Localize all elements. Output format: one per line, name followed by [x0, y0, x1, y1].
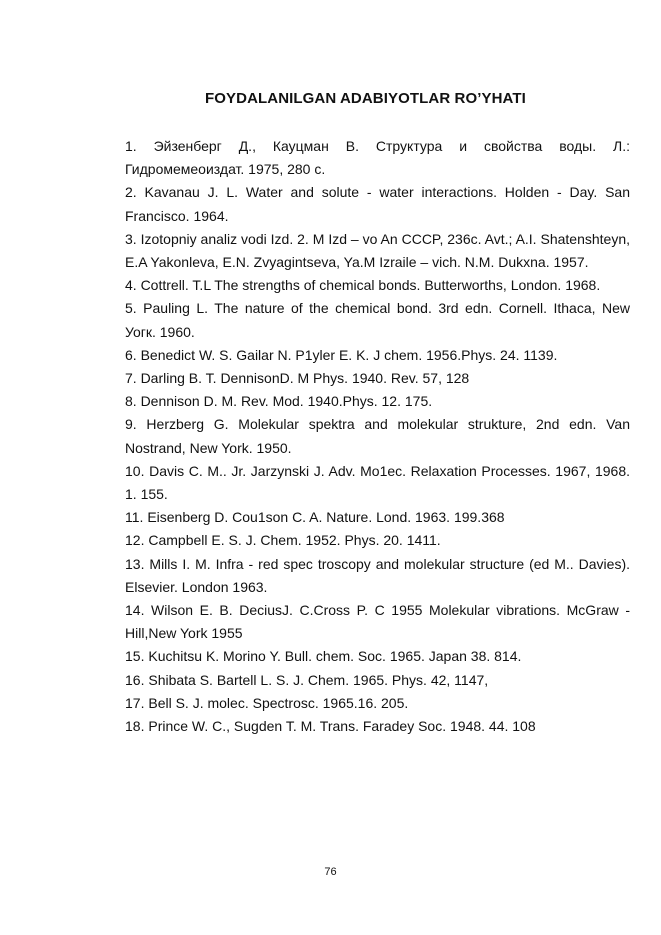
reference-item: 13. Mills I. M. Infra - red spec troscopy and molekular structure (ed M.. Davies). Elsevier. London 1963. — [125, 555, 630, 595]
reference-item: 3. Izotopniy analiz vodi Izd. 2. M Izd – vo An CCCP, 236c. Avt.; A.I. Shatenshteyn, E.A Yakonleva, E.N. Zvyagintseva, Ya.M Izraile – vich. N.M. Dukxna. 1957. — [125, 230, 630, 271]
reference-item: 7. Darling B. T. DennisonD. M Phys. 1940. Rev. 57, 128 — [125, 370, 470, 387]
reference-item: 17. Bell S. J. molec. Spectrosc. 1965.16. 205. — [125, 694, 409, 711]
reference-item: 14. Wilson E. B. DeciusJ. C.Cross P. C 1955 Molekular vibrations. McGraw - Hill,New York 1955 — [125, 602, 630, 642]
reference-list — [125, 135, 630, 738]
reference-item: 11. Eisenberg D. Cou1son C. A. Nature. Lond. 1963. 199.368 — [125, 509, 505, 526]
reference-item: 16. Shibata S. Bartell L. S. J. Chem. 1965. Phys. 42, 1147, — [125, 671, 489, 688]
reference-item: 12. Campbell E. S. J. Chem. 1952. Phys. 20. 1411. — [125, 532, 441, 549]
reference-item: 5. Pauling L. The nature of the chemical bond. 3rd edn. Cornell. Ithaca, New Уогк. 1960. — [125, 300, 630, 340]
reference-item: 15. Kuchitsu K. Morino Y. Bull. chem. Soc. 1965. Japan 38. 814. — [125, 648, 522, 665]
page-number: 76 — [324, 866, 337, 878]
reference-item: 6. Benedict W. S. Gailar N. P1yler E. K. J chem. 1956.Phys. 24. 1139. — [125, 346, 558, 363]
reference-item: 2. Kavanau J. L. Water and solute - water interactions. Holden - Day. San Francisco. 1964. — [125, 184, 630, 224]
reference-item: 4. Cottrell. T.L The strengths of chemical bonds. Butterworths, London. 1968. — [125, 277, 601, 294]
reference-item: 1. Эйзенберг Д., Кауцман В. Структура и свойства воды. Л.: Гидромемеоиздат. 1975, 280 c. — [125, 138, 630, 178]
reference-item: 8. Dennison D. M. Rev. Mod. 1940.Phys. 12. 175. — [125, 393, 433, 410]
page-title: FOYDALANILGAN ADABIYOTLAR RO’YHATI — [205, 90, 526, 107]
reference-item: 18. Prince W. C., Sugden T. M. Trans. Faradey Soc. 1948. 44. 108 — [125, 718, 536, 735]
reference-item: 10. Davis C. M.. Jr. Jarzynski J. Adv. Mo1ec. Relaxation Processes. 1967, 1968. 1. 155. — [125, 462, 630, 503]
reference-item: 9. Herzberg G. Molekular spektra and molekular strukture, 2nd edn. Van Nostrand, New York. 1950. — [125, 416, 630, 456]
